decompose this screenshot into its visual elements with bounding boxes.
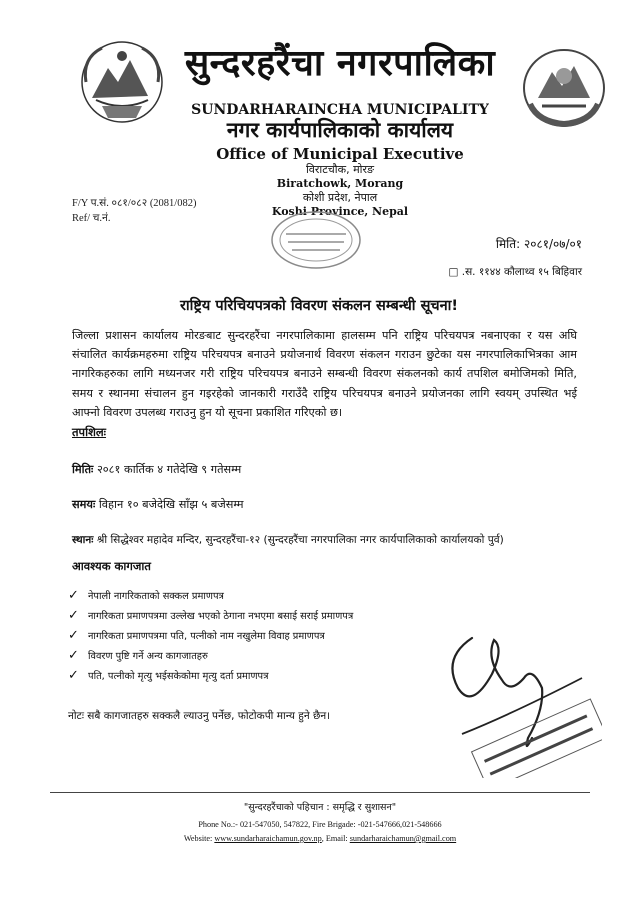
footer-phone: Phone No.:- 021-547050, 547822, Fire Brigade: -021-547666,021-548666 <box>198 820 442 829</box>
address-np: विराटचौक, मोरङ <box>305 163 375 176</box>
office-title-en: Office of Municipal Executive <box>216 145 464 163</box>
detail-place-value: श्री सिद्धेश्वर महादेव मन्दिर, सुन्दरहरैंचा-१२ (सुन्दरहरैंचा नगरपालिका नगर कार्यपालिकाको कार्यालयको पुर्व) <box>96 534 504 546</box>
detail-date-row <box>72 462 592 478</box>
requirements-list <box>68 586 448 686</box>
detail-place-label: स्थानः <box>72 534 94 546</box>
municipality-logo <box>518 46 610 132</box>
check-icon: ✓ <box>68 608 79 623</box>
municipality-title-en: SUNDARHARAINCHA MUNICIPALITY <box>191 102 489 118</box>
notice-body: जिल्ला प्रशासन कार्यालय मोरङबाट सुन्दरहरैंचा नगरपालिकामा हालसम्म पनि राष्ट्रिय परिचयपत्र नबनाएका र यस अघि संचालित कार्यक्रमहरुमा राष्ट्रिय परिचयपत्र बनाउने प्रयोजनार्थ विवरण संकलन गराउन छुटेका यस नगरपालिकाभित्रका आम नागरिकहरुका लागि मध्यनजर गरी राष्ट्रिय परिचयपत्र बनाउने सम्बन्धी विवरण संकलनको कार्य तपशिल बमोजिमको मिति, समय र स्थानमा संचालन हुन गइरहेको जानकारी गराउँदै राष्ट्रिय परिचयपत्र बनाउने प्रयोजनका लागि स्वयम् उपस्थित भई आफ्नो विवरण उपलब्ध गराउनु हुन यो सूचना प्रकाशित गरिएको छ। <box>72 329 577 419</box>
check-icon: ✓ <box>68 668 79 683</box>
footer-web <box>60 832 580 845</box>
detail-date-label: मितिः <box>72 463 94 476</box>
fiscal-year: F/Y प.सं. ०८१/०८२ (2081/082) <box>72 198 197 209</box>
detail-time-value: विहान १० बजेदेखि साँझ ५ बजेसम्म <box>98 498 244 511</box>
nepal-sambat-date: □ .स. ११४४ कौलाथ्व १५ बिहिवार <box>448 266 582 278</box>
municipality-title-np: सुन्दरहरैंचा नगरपालिका <box>184 43 496 84</box>
email-link[interactable]: sundarharaichamun@gmail.com <box>349 834 457 843</box>
reference-number: Ref/ च.नं. <box>72 213 111 224</box>
list-item: ✓ नागरिकता प्रमाणपत्रमा उल्लेख भएको ठेगाना नभएमा बसाई सराई प्रमाणपत्र <box>68 606 448 626</box>
office-stamp <box>270 210 362 270</box>
address-en: Biratchowk, Morang <box>276 177 404 190</box>
requirements-heading: आवश्यक कागजात <box>72 559 151 573</box>
detail-time-label: समयः <box>72 498 96 511</box>
list-item: ✓ नागरिकता प्रमाणपत्रमा पति, पत्नीको नाम नखुलेमा विवाह प्रमाणपत्र <box>68 626 448 646</box>
website-link[interactable]: www.sundarharaichamun.gov.np <box>214 834 322 843</box>
list-item: ✓ विवरण पुष्टि गर्ने अन्य कागजातहरु <box>68 646 448 666</box>
nepal-emblem-logo <box>78 38 166 126</box>
notice-subject: राष्ट्रिय परिचियपत्रको विवरण संकलन सम्बन्धी सूचना! <box>179 298 458 314</box>
footer-rule <box>50 792 590 793</box>
detail-time-row <box>72 497 592 513</box>
list-item: ✓ पति, पत्नीको मृत्यु भईसकेकोमा मृत्यु दर्ता प्रमाणपत्र <box>68 666 448 686</box>
check-icon: ✓ <box>68 588 79 603</box>
footer-slogan: "सुन्दरहरैंचाको पहिचान : समृद्धि र सुशासन" <box>243 802 397 813</box>
detail-date-value: २०८१ कार्तिक ४ गतेदेखि ९ गतेसम्म <box>96 463 242 476</box>
check-icon: ✓ <box>68 628 79 643</box>
office-title-np: नगर कार्यपालिकाको कार्यालय <box>226 118 454 142</box>
website-label: Website: <box>183 834 213 843</box>
letter-date: मिति: २०८१/०७/०१ <box>495 237 582 251</box>
email-label: , Email: <box>321 834 348 843</box>
note-text: नोटः सबै कागजातहरु सक्कलै ल्याउनु पर्नेछ, फोटोकपी मान्य हुने छैन। <box>68 710 331 722</box>
signature <box>432 618 602 778</box>
list-item: ✓ नेपाली नागरिकताको सक्कल प्रमाणपत्र <box>68 586 448 606</box>
details-heading: तपशिलः <box>72 425 107 439</box>
province-np: कोशी प्रदेश, नेपाल <box>302 191 378 204</box>
province-en: Koshi Province, Nepal <box>271 205 409 218</box>
check-icon: ✓ <box>68 648 79 663</box>
detail-place-row <box>72 532 592 548</box>
